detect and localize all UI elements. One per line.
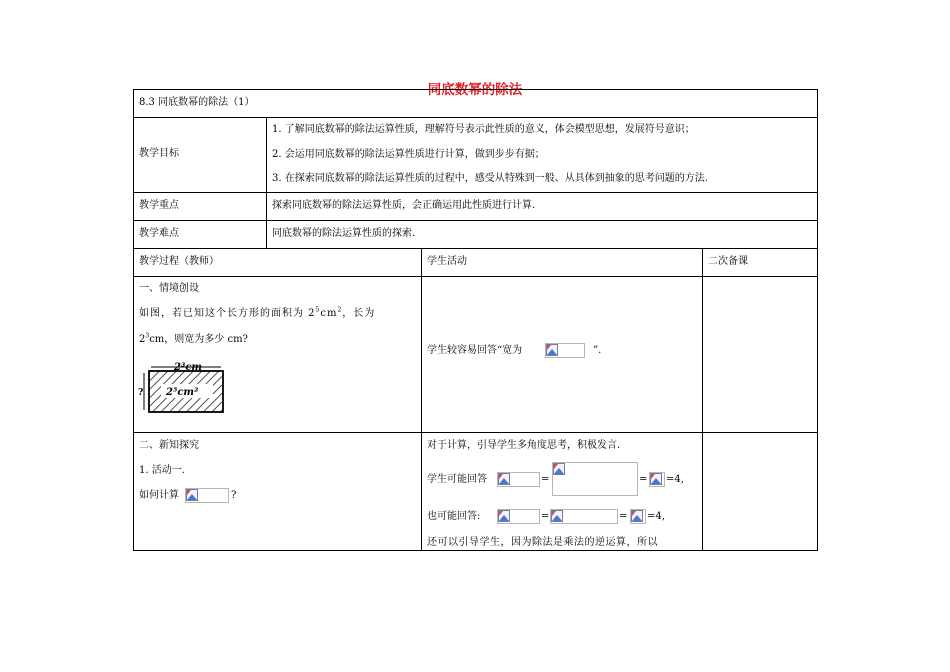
section1-line2 xyxy=(139,334,248,346)
equals-sign: = xyxy=(541,474,550,485)
table-border-left xyxy=(133,89,134,550)
student-answer-2: 也可能回答: xyxy=(427,511,481,522)
section1-heading: 一、情境创设 xyxy=(139,283,199,294)
section1-line1-c: ，长为 xyxy=(342,308,376,319)
section2-heading: 二、新知探究 xyxy=(139,440,199,451)
broken-image-icon xyxy=(551,510,563,522)
figure-side-label: ? xyxy=(138,388,144,398)
broken-image-icon xyxy=(498,473,510,485)
lesson-header: 8.3 同底数幂的除法（1） xyxy=(139,97,255,108)
table-border-right xyxy=(817,89,818,550)
student-answer-1: 学生可能回答 xyxy=(427,474,487,485)
equals-sign: = xyxy=(639,474,648,485)
row-divider xyxy=(133,276,818,277)
section1-line1 xyxy=(139,308,375,320)
unit: cm xyxy=(320,308,338,319)
question-text: 如何计算 xyxy=(139,490,179,501)
objective-item: 2. 会运用同底数幂的除法运算性质进行计算，做到步步有据； xyxy=(272,149,545,160)
equals-sign: = xyxy=(619,511,628,522)
row-divider xyxy=(133,248,818,249)
column-divider-student xyxy=(421,248,422,550)
section1-line2-b: cm，则宽为多少 cm? xyxy=(149,334,248,345)
exponent: 3 xyxy=(145,332,150,340)
difficulties-label: 教学难点 xyxy=(139,228,179,239)
broken-image-icon xyxy=(498,510,510,522)
student-guidance-continued: 还可以引导学生，因为除法是乘法的逆运算，所以 xyxy=(427,537,658,548)
exponent: 2 xyxy=(337,306,343,314)
table-border-bottom xyxy=(133,550,818,551)
table-border-top xyxy=(133,89,818,90)
difficulties-text: 同底数幂的除法运算性质的探索. xyxy=(272,228,416,239)
result-value: =4, xyxy=(666,474,684,485)
process-student-header: 学生活动 xyxy=(427,256,467,267)
exponent: 5 xyxy=(315,306,321,314)
row-divider xyxy=(133,220,818,221)
process-notes-header: 二次备课 xyxy=(708,256,748,267)
broken-image-icon xyxy=(631,510,643,522)
result-value: =4, xyxy=(647,511,665,522)
student-guidance: 对于计算，引导学生多角度思考，积极发言. xyxy=(427,440,621,451)
row-divider xyxy=(133,432,818,433)
figure-top-label: 2³cm xyxy=(174,362,203,373)
broken-image-icon xyxy=(553,463,565,475)
broken-image-icon xyxy=(650,473,662,485)
process-teacher-header: 教学过程（教师） xyxy=(139,256,219,267)
section1-line1-a: 如图，若已知这个长方形的面积为 2 xyxy=(139,308,316,319)
question-end: ? xyxy=(231,490,237,501)
row-divider xyxy=(133,192,818,193)
section1-line2-a: 2 xyxy=(139,334,146,345)
key-points-label: 教学重点 xyxy=(139,200,179,211)
section1-student-end: ”. xyxy=(593,345,602,356)
objective-item: 1. 了解同底数幂的除法运算性质，理解符号表示此性质的意义，体会模型思想，发展符号意识； xyxy=(272,124,695,135)
rectangle-figure xyxy=(136,360,228,416)
equals-sign: = xyxy=(541,511,550,522)
objective-item: 3. 在探索同底数幂的除法运算性质的过程中，感受从特殊到一般、从具体到抽象的思考问题的方法. xyxy=(272,173,708,184)
broken-image-icon xyxy=(186,489,198,501)
column-divider-notes xyxy=(702,248,703,550)
broken-image-icon xyxy=(546,344,558,356)
activity-label: 1. 活动一. xyxy=(139,465,185,476)
section1-student-answer: 学生较容易回答“宽为 xyxy=(427,345,523,356)
label-column-divider xyxy=(266,117,267,248)
key-points-text: 探索同底数幂的除法运算性质，会正确运用此性质进行计算. xyxy=(272,200,536,211)
row-divider xyxy=(133,117,818,118)
objectives-label: 教学目标 xyxy=(139,148,179,159)
figure-inner-label: 2⁵cm² xyxy=(166,387,199,398)
document-title: 同底数幂的除法 xyxy=(427,82,523,98)
